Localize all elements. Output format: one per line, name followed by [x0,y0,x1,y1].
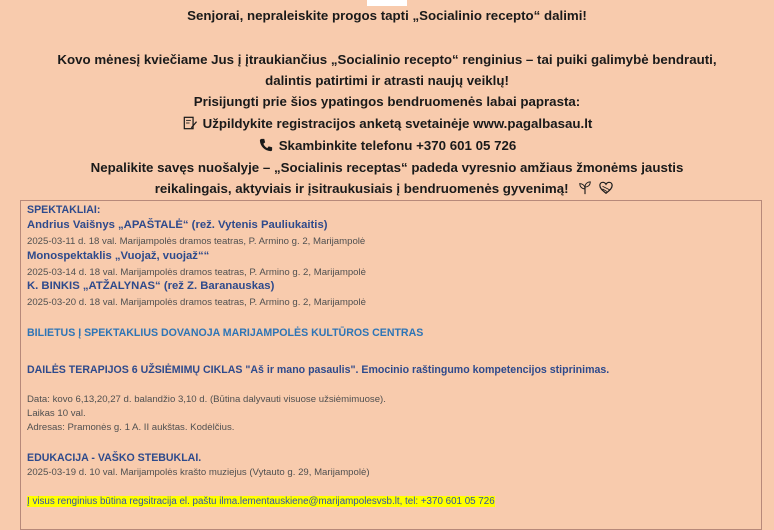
show-3-details: 2025-03-20 d. 18 val. Marijampolės dramos teatras, P. Armino g. 2, Marijampolė [27,297,366,308]
registration-note: Į visus renginius būtina regsitracija el. paštu ilma.lementauskiene@marijampolesvsb.lt, tel: +370 601 05 726 [27,496,495,507]
heart-icon [598,181,614,195]
show-3-title: K. BINKIS „ATŽALYNAS“ (rež Z. Baranauskas) [27,280,275,292]
show-1-details: 2025-03-11 d. 18 val. Marijampolės dramos teatras, P. Armino g. 2, Marijampolė [27,236,366,247]
closing-line-2 [0,181,774,196]
registration-form-step [0,116,774,131]
therapy-dates: Data: kovo 6,13,20,27 d. balandžio 3,10 d. (Būtina dalyvauti visuose užsiėmimuose). [27,394,386,405]
closing-line-1: Nepalikite savęs nuošalyje – „Socialinis receptas“ padeda vyresnio amžiaus žmonėms jaustis [90,160,684,175]
therapy-title: DAILĖS TERAPIJOS 6 UŽSIĖMIMŲ CIKLAS "Aš ir mano pasaulis". Emocinio raštingumo kompetencijos stiprinimas. [27,364,610,376]
therapy-time: Laikas 10 val. [27,408,86,419]
plant-icon [577,181,593,195]
intro-paragraph-line-2: dalintis patirtimi ir atrasti naujų veiklų! [265,73,509,88]
phone-step [0,138,774,153]
excursion-title: EDUKACIJA - VAŠKO STEBUKLAI. [27,452,202,464]
tickets-note: BILIETUS Į SPEKTAKLIUS DOVANOJA MARIJAMPOLĖS KULTŪROS CENTRAS [27,327,424,339]
closing-line-2-text: reikalingais, aktyviais ir įsitraukusiais į bendruomenės gyvenimą! [154,181,569,196]
events-box [20,200,762,530]
therapy-address: Adresas: Pramonės g. 1 A. II aukštas. Kodėlčius. [27,422,235,433]
excursion-details: 2025-03-19 d. 10 val. Marijampolės krašto muziejus (Vytauto g. 29, Marijampolė) [27,467,370,478]
phone-icon [258,138,274,152]
shows-section-title: SPEKTAKLIAI: [27,204,101,216]
phone-text: Skambinkite telefonu +370 601 05 726 [278,138,517,153]
registration-form-text: Užpildykite registracijos anketą svetainėje www.pagalbasau.lt [202,116,593,131]
show-2-details: 2025-03-14 d. 18 val. Marijampolės dramos teatras, P. Armino g. 2, Marijampolė [27,267,366,278]
show-1-title: Andrius Vaišnys „APAŠTALĖ“ (rež. Vytenis Pauliukaitis) [27,219,328,231]
intro-paragraph-line-1: Kovo mėnesį kviečiame Jus į įtraukiančius „Socialinio recepto“ renginius – tai puiki galimybė bendrauti, [57,52,717,67]
join-instructions: Prisijungti prie šios ypatingos bendruomenės labai paprasta: [193,94,581,109]
top-white-strip [367,0,407,6]
form-edit-icon [182,116,198,130]
page-title: Senjorai, nepraleiskite progos tapti „Socialinio recepto“ dalimi! [187,8,587,23]
show-2-title: Monospektaklis „Vuojaž, vuojaž““ [27,250,210,262]
